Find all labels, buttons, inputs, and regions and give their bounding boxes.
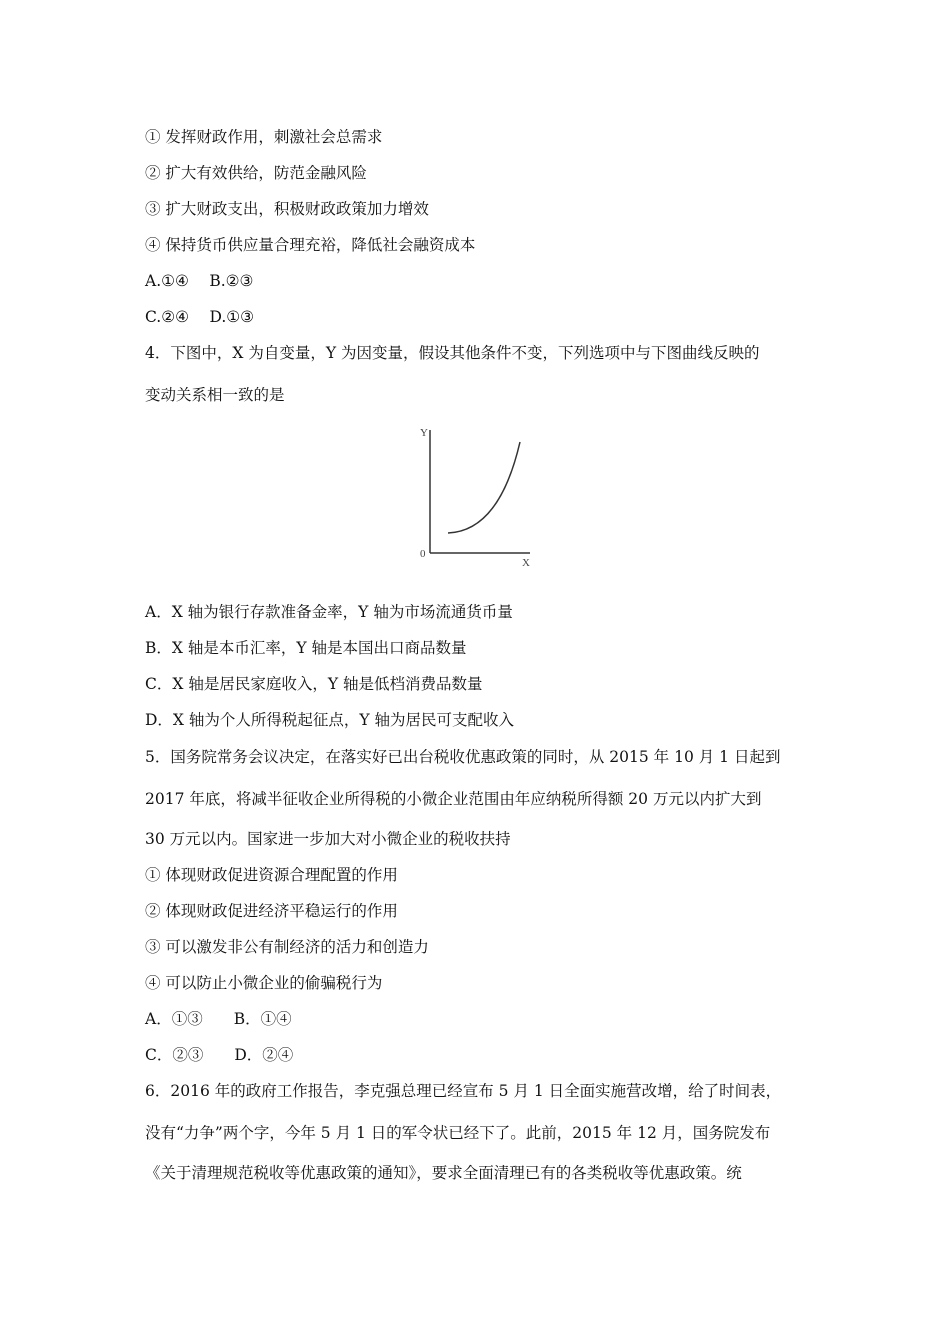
curve-line bbox=[448, 442, 520, 533]
option-2: ② 扩大有效供给，防范金融风险 bbox=[145, 164, 367, 182]
option-1: ① 发挥财政作用，刺激社会总需求 bbox=[145, 128, 383, 146]
statement-2: ② 体现财政促进经济平稳运行的作用 bbox=[145, 902, 398, 920]
question-5-line-3: 30 万元以内。国家进一步加大对小微企业的税收扶持 bbox=[145, 830, 511, 848]
question-6-line-3: 《关于清理规范税收等优惠政策的通知》，要求全面清理已有的各类税收等优惠政策。统 bbox=[145, 1164, 742, 1182]
option-a: A．X 轴为银行存款准备金率，Y 轴为市场流通货币量 bbox=[145, 603, 513, 621]
question-6-line-1: 6．2016 年的政府工作报告，李克强总理已经宣布 5 月 1 日全面实施营改增，给了时间表， bbox=[145, 1082, 782, 1100]
statement-1: ① 体现财政促进资源合理配置的作用 bbox=[145, 866, 398, 884]
option-d: D．X 轴为个人所得税起征点，Y 轴为居民可支配收入 bbox=[145, 711, 515, 729]
statement-4: ④ 可以防止小微企业的偷骗税行为 bbox=[145, 974, 383, 992]
answer-row-ab-2: A．①③ B．①④ bbox=[145, 1010, 292, 1028]
question-4-line-1: 4．下图中，X 为自变量，Y 为因变量，假设其他条件不变，下列选项中与下图曲线反映的 bbox=[145, 344, 760, 362]
x-axis-label: X bbox=[522, 557, 530, 569]
answer-row-cd-2: C．②③ D．②④ bbox=[145, 1046, 294, 1064]
question-5-line-2: 2017 年底，将减半征收企业所得税的小微企业范围由年应纳税所得额 20 万元以内扩大到 bbox=[145, 790, 762, 808]
question-4-line-2: 变动关系相一致的是 bbox=[145, 386, 285, 404]
y-axis-label: Y bbox=[420, 427, 428, 439]
origin-label: 0 bbox=[420, 548, 426, 560]
option-3: ③ 扩大财政支出，积极财政政策加力增效 bbox=[145, 200, 429, 218]
option-4: ④ 保持货币供应量合理充裕，降低社会融资成本 bbox=[145, 236, 476, 254]
option-b: B．X 轴是本币汇率，Y 轴是本国出口商品数量 bbox=[145, 639, 467, 657]
question-6-line-2: 没有“力争”两个字，今年 5 月 1 日的军令状已经下了。此前，2015 年 12 月，国务院发布 bbox=[145, 1124, 771, 1142]
question-5-line-1: 5．国务院常务会议决定，在落实好已出台税收优惠政策的同时，从 2015 年 10 月 1 日起到 bbox=[145, 748, 781, 766]
statement-3: ③ 可以激发非公有制经济的活力和创造力 bbox=[145, 938, 429, 956]
curve-figure bbox=[418, 420, 533, 570]
answer-row-cd: C.②④ D.①③ bbox=[145, 308, 255, 326]
option-c: C．X 轴是居民家庭收入，Y 轴是低档消费品数量 bbox=[145, 675, 483, 693]
answer-row-ab: A.①④ B.②③ bbox=[145, 272, 254, 290]
